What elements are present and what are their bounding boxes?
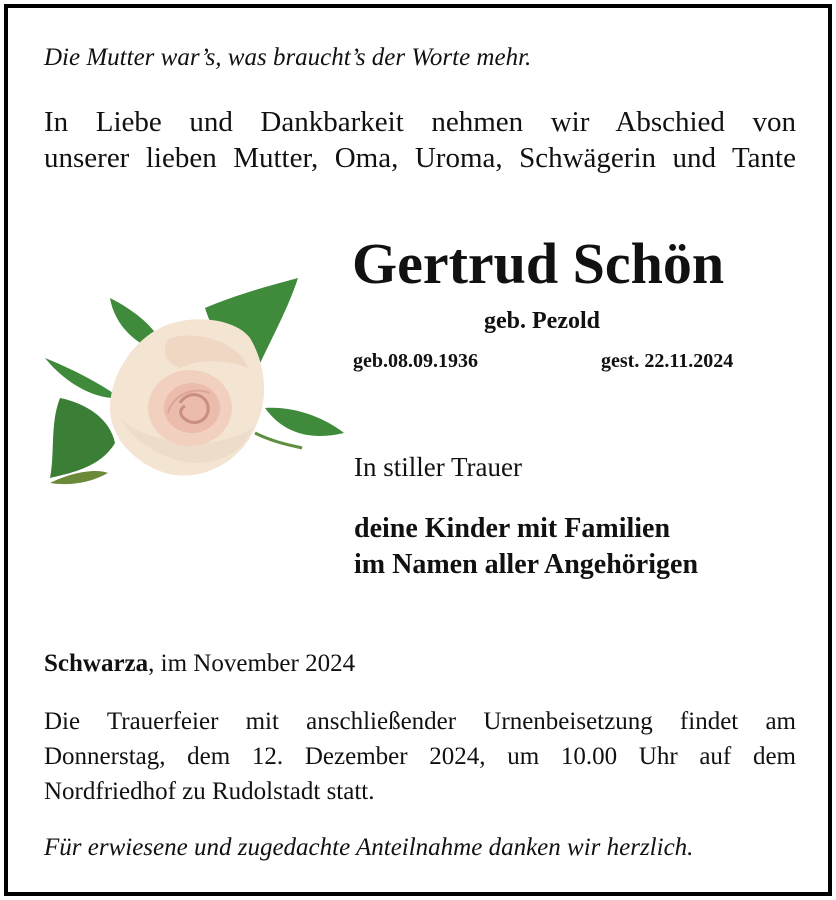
- mourning-label: In stiller Trauer: [354, 452, 522, 482]
- funeral-line-2: Donnerstag, dem 12. Dezember 2024, um 10.00 Uhr auf dem: [44, 743, 796, 770]
- intro-line-1: In Liebe und Dankbarkeit nehmen wir Abschied von: [44, 106, 796, 138]
- thanks-line: Für erwiesene und zugedachte Anteilnahme danken wir herzlich.: [44, 834, 694, 861]
- rose-image: [40, 268, 346, 508]
- funeral-line-3: Nordfriedhof zu Rudolstadt statt.: [44, 778, 375, 805]
- birth-date: geb.08.09.1936: [353, 350, 478, 372]
- deceased-name: Gertrud Schön: [352, 231, 725, 296]
- signature-line-1: deine Kinder mit Familien: [354, 513, 671, 544]
- rose-blossom: [110, 319, 264, 475]
- signature-line-2: im Namen aller Angehörigen: [354, 549, 699, 580]
- motto: Die Mutter war’s, was braucht’s der Worte mehr.: [44, 44, 532, 71]
- death-date: gest. 22.11.2024: [601, 350, 734, 372]
- place-town: Schwarza: [44, 650, 149, 677]
- intro-line-2: unserer lieben Mutter, Oma, Uroma, Schwägerin und Tante: [44, 142, 796, 174]
- maiden-name: geb. Pezold: [484, 308, 600, 334]
- place-date: [44, 650, 355, 678]
- obituary-notice: [4, 4, 832, 896]
- place-date-text: , im November 2024: [148, 650, 356, 677]
- funeral-line-1: Die Trauerfeier mit anschließender Urnenbeisetzung findet am: [44, 708, 796, 735]
